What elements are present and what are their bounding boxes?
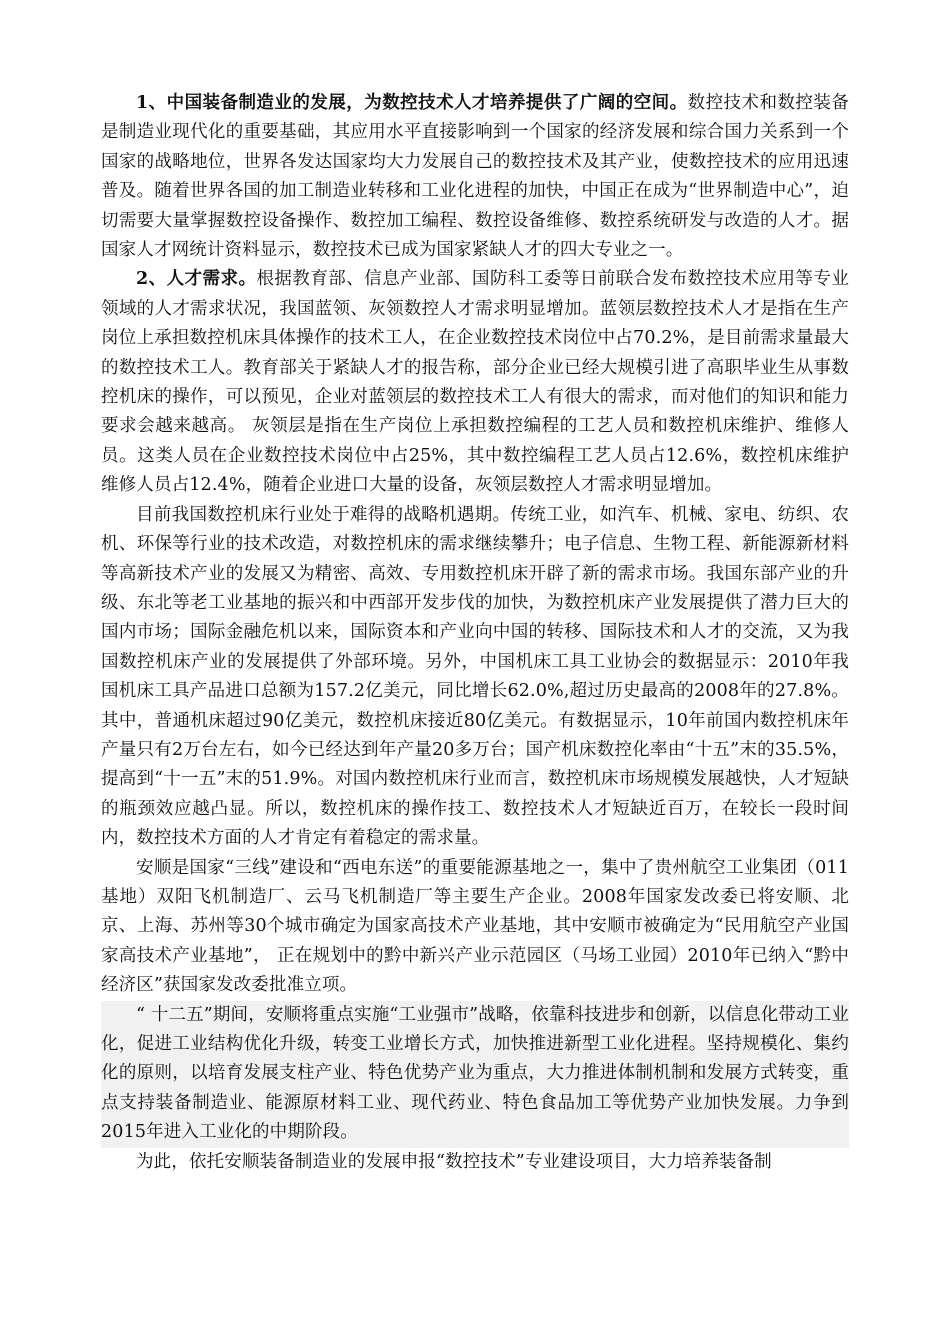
paragraph-body-text: 根据教育部、信息产业部、国防科工委等日前联合发布数控技术应用等专业领域的人才需求状况，我国蓝领、灰领数控人才需求明显增加。蓝领层数控技术人才是指在生产岗位上承担数控机床具体操作的技术工人，在企业数控技术岗位中占70.2%，是目前需求量最大的数控技术工人。教育部关于紧缺人才的报告称，部分企业已经大规模引进了高职毕业生从事数控机床的操作，可以预见，企业对蓝领层的数控技术工人有很大的需求，而对他们的知识和能力要求会越来越高。 灰领层是指在生产岗位上承担数控编程的工艺人员和数控机床维护、维修人员。这类人员在企业数控技术岗位中占25%，其中数控编程工艺人员占12.6%，数控机床维护维修人员占12.4%，随着企业进口大量的设备，灰领层数控人才需求明显增加。 xyxy=(101,269,849,496)
paragraph-machine-tool-industry xyxy=(101,501,849,854)
paragraph-lead-heading: 1、中国装备制造业的发展，为数控技术人才培养提供了广阔的空间。 xyxy=(136,93,688,113)
paragraph-lead-heading: 2、人才需求。 xyxy=(136,269,257,290)
paragraph-body-text: 为此，依托安顺装备制造业的发展申报“数控技术”专业建设项目，大力培养装备制 xyxy=(136,1151,772,1172)
paragraph-body-text: 安顺是国家“三线”建设和“西电东送”的重要能源基地之一，集中了贵州航空工业集团（011基地）双阳飞机制造厂、云马飞机制造厂等主要生产企业。2008年国家发改委已将安顺、北京、上海、苏州等30个城市确定为国家高技术产业基地，其中安顺市被确定为“民用航空产业国家高技术产业基地”， 正在规划中的黔中新兴产业示范园区（马场工业园）2010年已纳入“黔中经济区”获国家发改委批准立项。 xyxy=(101,857,849,996)
paragraph-body-text: 目前我国数控机床行业处于难得的战略机遇期。传统工业，如汽车、机械、家电、纺织、农机、环保等行业的技术改造，对数控机床的需求继续攀升；电子信息、生物工程、新能源新材料等高新技术产业的发展又为精密、高效、专用数控机床开辟了新的需求市场。我国东部产业的升级、东北等老工业基地的振兴和中西部开发步伐的加快，为数控机床产业发展提供了潜力巨大的国内市场；国际金融危机以来，国际资本和产业向中国的转移、国际技术和人才的交流，又为我国数控机床产业的发展提供了外部环境。另外，中国机床工具工业协会的数据显示：2010年我国机床工具产品进口总额为157.2亿美元，同比增长62.0%,超过历史最高的2008年的27.8%。其中，普通机床超过90亿美元，数控机床接近80亿美元。有数据显示，10年前国内数控机床年产量只有2万台左右，如今已经达到年产量20多万台；国产机床数控化率由“十五”末的35.5%，提高到“十一五”末的51.9%。对国内数控机床行业而言，数控机床市场规模发展越快，人才短缺的瓶颈效应越凸显。所以，数控机床的操作技工、数控技术人才短缺近百万，在较长一段时间内，数控技术方面的人才肯定有着稳定的需求量。 xyxy=(101,504,849,849)
paragraph-talent-demand xyxy=(101,265,849,500)
paragraph-industry-development xyxy=(101,89,849,265)
paragraph-project-application xyxy=(101,1148,849,1177)
document-page xyxy=(101,89,849,1177)
paragraph-body-text: “ 十二五”期间，安顺将重点实施“工业强市”战略，依靠科技进步和创新，以信息化带动工业化，促进工业结构优化升级，转变工业增长方式，加快推进新型工业化进程。坚持规模化、集约化的原则，以培育发展支柱产业、特色优势产业为重点，大力推进体制机制和发展方式转变，重点支持装备制造业、能源原材料工业、现代药业、特色食品加工等优势产业加快发展。力争到2015年进入工业化的中期阶段。 xyxy=(101,1004,849,1143)
paragraph-body-text: 数控技术和数控装备是制造业现代化的重要基础，其应用水平直接影响到一个国家的经济发展和综合国力关系到一个国家的战略地位，世界各发达国家均大力发展自己的数控技术及其产业，使数控技术的应用迅速普及。随着世界各国的加工制造业转移和工业化进程的加快，中国正在成为“世界制造中心”，迫切需要大量掌握数控设备操作、数控加工编程、数控设备维修、数控系统研发与改造的人才。据国家人才网统计资料显示，数控技术已成为国家紧缺人才的四大专业之一。 xyxy=(101,93,849,261)
paragraph-twelfth-five-year-plan xyxy=(101,1001,849,1148)
paragraph-anshun-base xyxy=(101,854,849,1001)
